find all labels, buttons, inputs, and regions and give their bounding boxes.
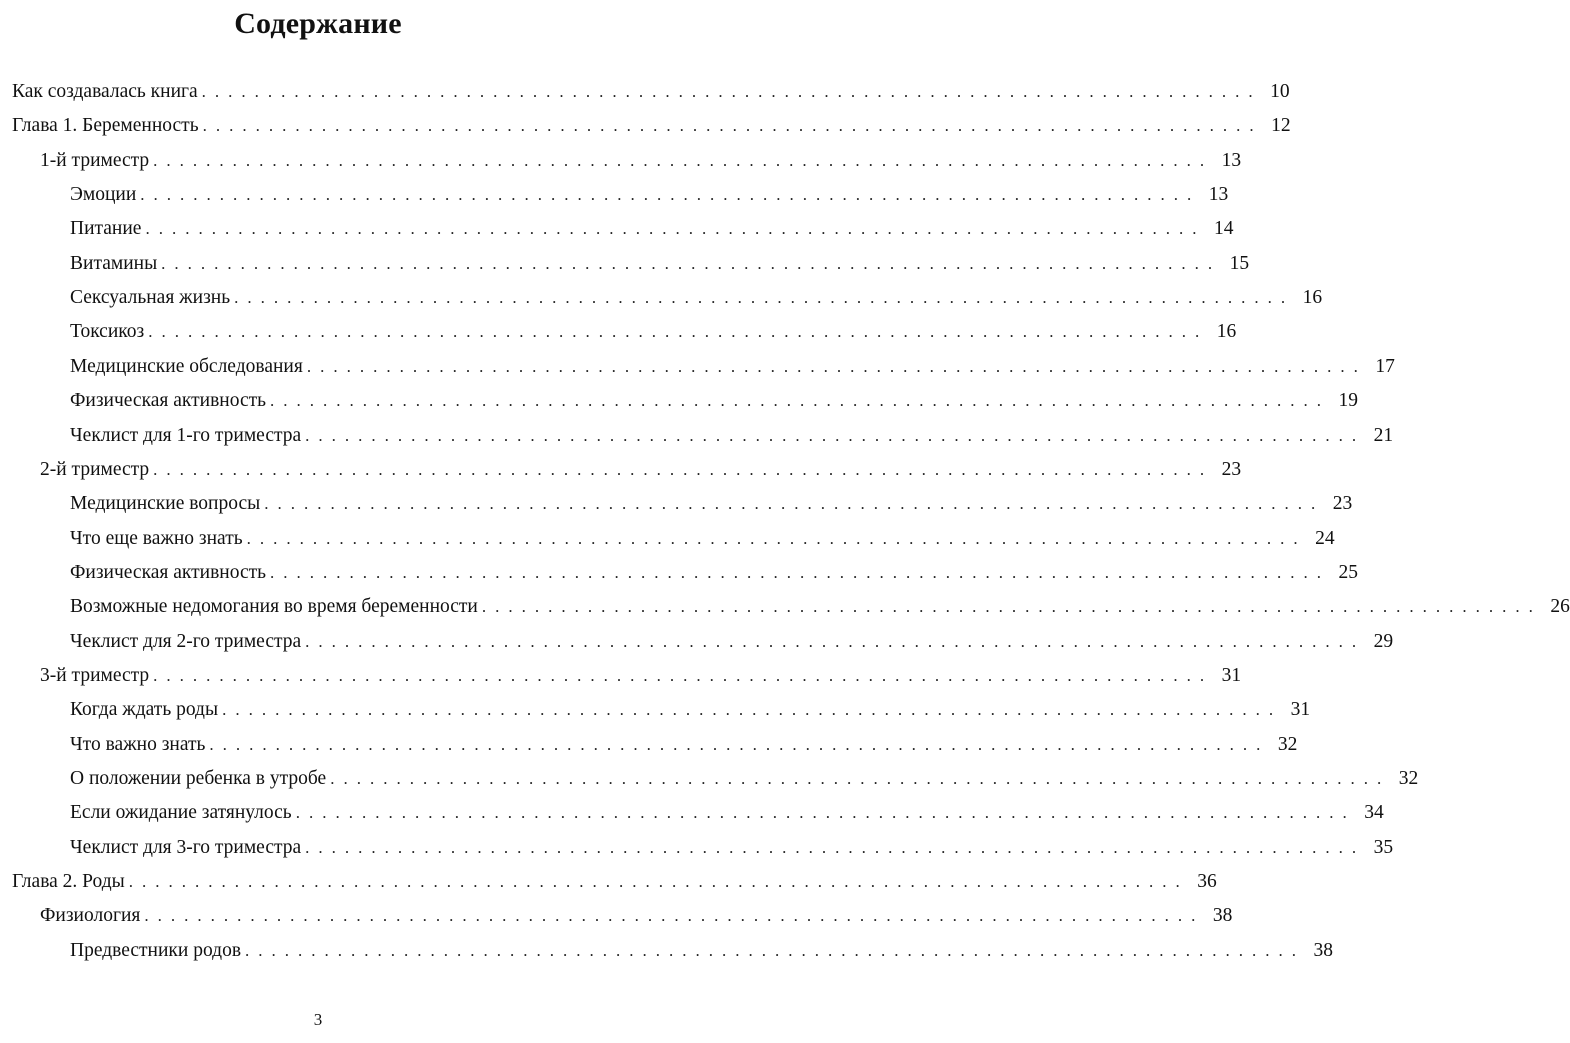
toc-entry[interactable] bbox=[70, 310, 1237, 344]
toc-entry-label: Когда ждать роды bbox=[70, 698, 222, 722]
toc-entry[interactable] bbox=[70, 173, 1229, 207]
dot-leader: ................................................................................ bbox=[305, 631, 1366, 651]
toc-entry[interactable] bbox=[70, 723, 1298, 757]
toc-entry-label: Эмоции bbox=[70, 183, 140, 207]
dot-leader: ................................................................................ bbox=[153, 150, 1214, 170]
toc-entry-label: Что еще важно знать bbox=[70, 527, 247, 551]
toc-entry[interactable] bbox=[70, 929, 1334, 963]
toc-entry-label: Токсикоз bbox=[70, 320, 148, 344]
toc-entry-label: Глава 1. Беременность bbox=[12, 114, 203, 138]
toc-entry-page: 10 bbox=[1270, 81, 1290, 102]
dot-leader: ................................................................................ bbox=[202, 116, 1263, 136]
toc-entry[interactable] bbox=[70, 276, 1323, 310]
toc-entry[interactable] bbox=[70, 620, 1394, 654]
toc-entry-page: 12 bbox=[1271, 115, 1291, 137]
toc-entry-page: 15 bbox=[1229, 252, 1250, 274]
toc-entry[interactable] bbox=[70, 517, 1335, 551]
toc-entry-label: Витамины bbox=[70, 252, 161, 276]
toc-entry-page: 38 bbox=[1212, 905, 1233, 927]
dot-leader: ................................................................................ bbox=[295, 803, 1356, 823]
toc-entry-page: 13 bbox=[1208, 184, 1229, 206]
toc-entry-page: 31 bbox=[1221, 664, 1242, 686]
toc-entry-label: Питание bbox=[70, 217, 145, 241]
dot-leader: ................................................................................ bbox=[264, 494, 1325, 514]
toc-entry-label: 3-й триместр bbox=[40, 664, 153, 688]
toc-entry-page: 23 bbox=[1221, 458, 1242, 480]
page-title: Содержание bbox=[234, 7, 402, 40]
toc-entry-page: 31 bbox=[1290, 699, 1311, 721]
toc-entry[interactable] bbox=[70, 551, 1359, 585]
dot-leader: ................................................................................ bbox=[153, 665, 1214, 685]
dot-leader: ................................................................................ bbox=[201, 82, 1262, 101]
toc-entry-label: Физиология bbox=[40, 904, 144, 928]
toc-entry[interactable] bbox=[70, 207, 1234, 241]
dot-leader: ................................................................................ bbox=[305, 837, 1366, 857]
toc-entry-label: Предвестники родов bbox=[70, 939, 245, 963]
dot-leader: ................................................................................ bbox=[306, 356, 1367, 376]
toc-entry-label: Возможные недомогания во время беременности bbox=[70, 595, 482, 619]
dot-leader: ................................................................................ bbox=[330, 769, 1391, 788]
toc-entry-label: 2-й триместр bbox=[40, 458, 153, 482]
dot-leader: ................................................................................ bbox=[245, 940, 1306, 960]
toc-entry[interactable] bbox=[70, 482, 1353, 516]
toc-entry-label: Физическая активность bbox=[70, 561, 270, 585]
toc-entry-label: Физическая активность bbox=[70, 389, 270, 413]
toc-entry[interactable] bbox=[70, 414, 1394, 448]
dot-leader: ................................................................................ bbox=[209, 734, 1270, 754]
toc-entry-page: 35 bbox=[1373, 836, 1394, 858]
toc-entry[interactable] bbox=[70, 757, 1419, 791]
toc-entry-label: 1-й триместр bbox=[40, 149, 153, 173]
toc-entry-label: Что важно знать bbox=[70, 733, 209, 757]
page-number: 3 bbox=[313, 1010, 323, 1029]
toc-entry-label: Глава 2. Роды bbox=[12, 870, 129, 894]
toc-entry-page: 34 bbox=[1364, 802, 1384, 824]
toc-entry-label: Чеклист для 1-го триместра bbox=[70, 424, 305, 448]
toc-entry-page: 17 bbox=[1375, 355, 1395, 377]
toc-entry[interactable] bbox=[12, 104, 1291, 138]
dot-leader: ................................................................................ bbox=[161, 253, 1222, 273]
toc-entry-label: Если ожидание затянулось bbox=[70, 801, 296, 825]
toc-entry-page: 23 bbox=[1332, 493, 1353, 515]
toc-entry-page: 36 bbox=[1197, 871, 1217, 893]
toc-entry[interactable] bbox=[40, 448, 1242, 482]
toc-entry-label: Чеклист для 2-го триместра bbox=[70, 630, 305, 654]
dot-leader: ................................................................................ bbox=[128, 872, 1189, 892]
toc-entry-page: 16 bbox=[1216, 321, 1237, 343]
toc-entry-page: 26 bbox=[1550, 596, 1570, 618]
toc-entry-label: Медицинские обследования bbox=[70, 355, 307, 379]
toc-entry[interactable] bbox=[70, 242, 1250, 276]
dot-leader: ................................................................................ bbox=[481, 597, 1542, 617]
toc-entry[interactable] bbox=[70, 379, 1359, 413]
toc-entry-page: 38 bbox=[1313, 939, 1334, 961]
toc-entry-label: Медицинские вопросы bbox=[70, 492, 264, 516]
dot-leader: ................................................................................ bbox=[145, 219, 1206, 239]
toc-entry-page: 19 bbox=[1338, 390, 1359, 412]
toc-entry-page: 25 bbox=[1338, 561, 1359, 583]
dot-leader: ................................................................................ bbox=[305, 425, 1366, 445]
toc-entry-label: Как создавалась книга bbox=[12, 80, 202, 104]
dot-leader: ................................................................................ bbox=[148, 322, 1209, 342]
dot-leader: ................................................................................ bbox=[144, 906, 1205, 926]
toc-entry-page: 32 bbox=[1277, 733, 1298, 755]
toc-entry[interactable] bbox=[70, 585, 1570, 619]
dot-leader: ................................................................................ bbox=[140, 185, 1201, 205]
dot-leader: ................................................................................ bbox=[270, 562, 1331, 582]
toc-entry[interactable] bbox=[70, 688, 1311, 722]
toc-entry-label: Сексуальная жизнь bbox=[70, 286, 234, 310]
toc-entry-label: Чеклист для 3-го триместра bbox=[70, 836, 305, 860]
toc-entry-page: 13 bbox=[1221, 149, 1242, 171]
dot-leader: ................................................................................ bbox=[222, 700, 1283, 720]
dot-leader: ................................................................................ bbox=[246, 528, 1307, 548]
toc-entry-page: 14 bbox=[1213, 218, 1234, 240]
dot-leader: ................................................................................ bbox=[234, 288, 1295, 308]
toc-entry-label: О положении ребенка в утробе bbox=[70, 767, 330, 791]
toc-entry[interactable] bbox=[70, 826, 1394, 860]
toc-entry-page: 24 bbox=[1315, 527, 1335, 549]
dot-leader: ................................................................................ bbox=[270, 391, 1331, 411]
toc-entry[interactable] bbox=[40, 894, 1233, 928]
toc-entry[interactable] bbox=[40, 654, 1242, 688]
toc-entry-page: 21 bbox=[1373, 424, 1394, 446]
toc-entry[interactable] bbox=[70, 345, 1395, 379]
toc-entry-page: 16 bbox=[1302, 287, 1323, 309]
toc-entry[interactable] bbox=[12, 70, 1290, 104]
toc-entry-page: 32 bbox=[1398, 768, 1419, 789]
toc-entry[interactable] bbox=[12, 860, 1217, 894]
toc-entry[interactable] bbox=[70, 791, 1384, 825]
toc-entry[interactable] bbox=[40, 139, 1242, 173]
dot-leader: ................................................................................ bbox=[153, 459, 1214, 479]
toc-entry-page: 29 bbox=[1373, 630, 1394, 652]
